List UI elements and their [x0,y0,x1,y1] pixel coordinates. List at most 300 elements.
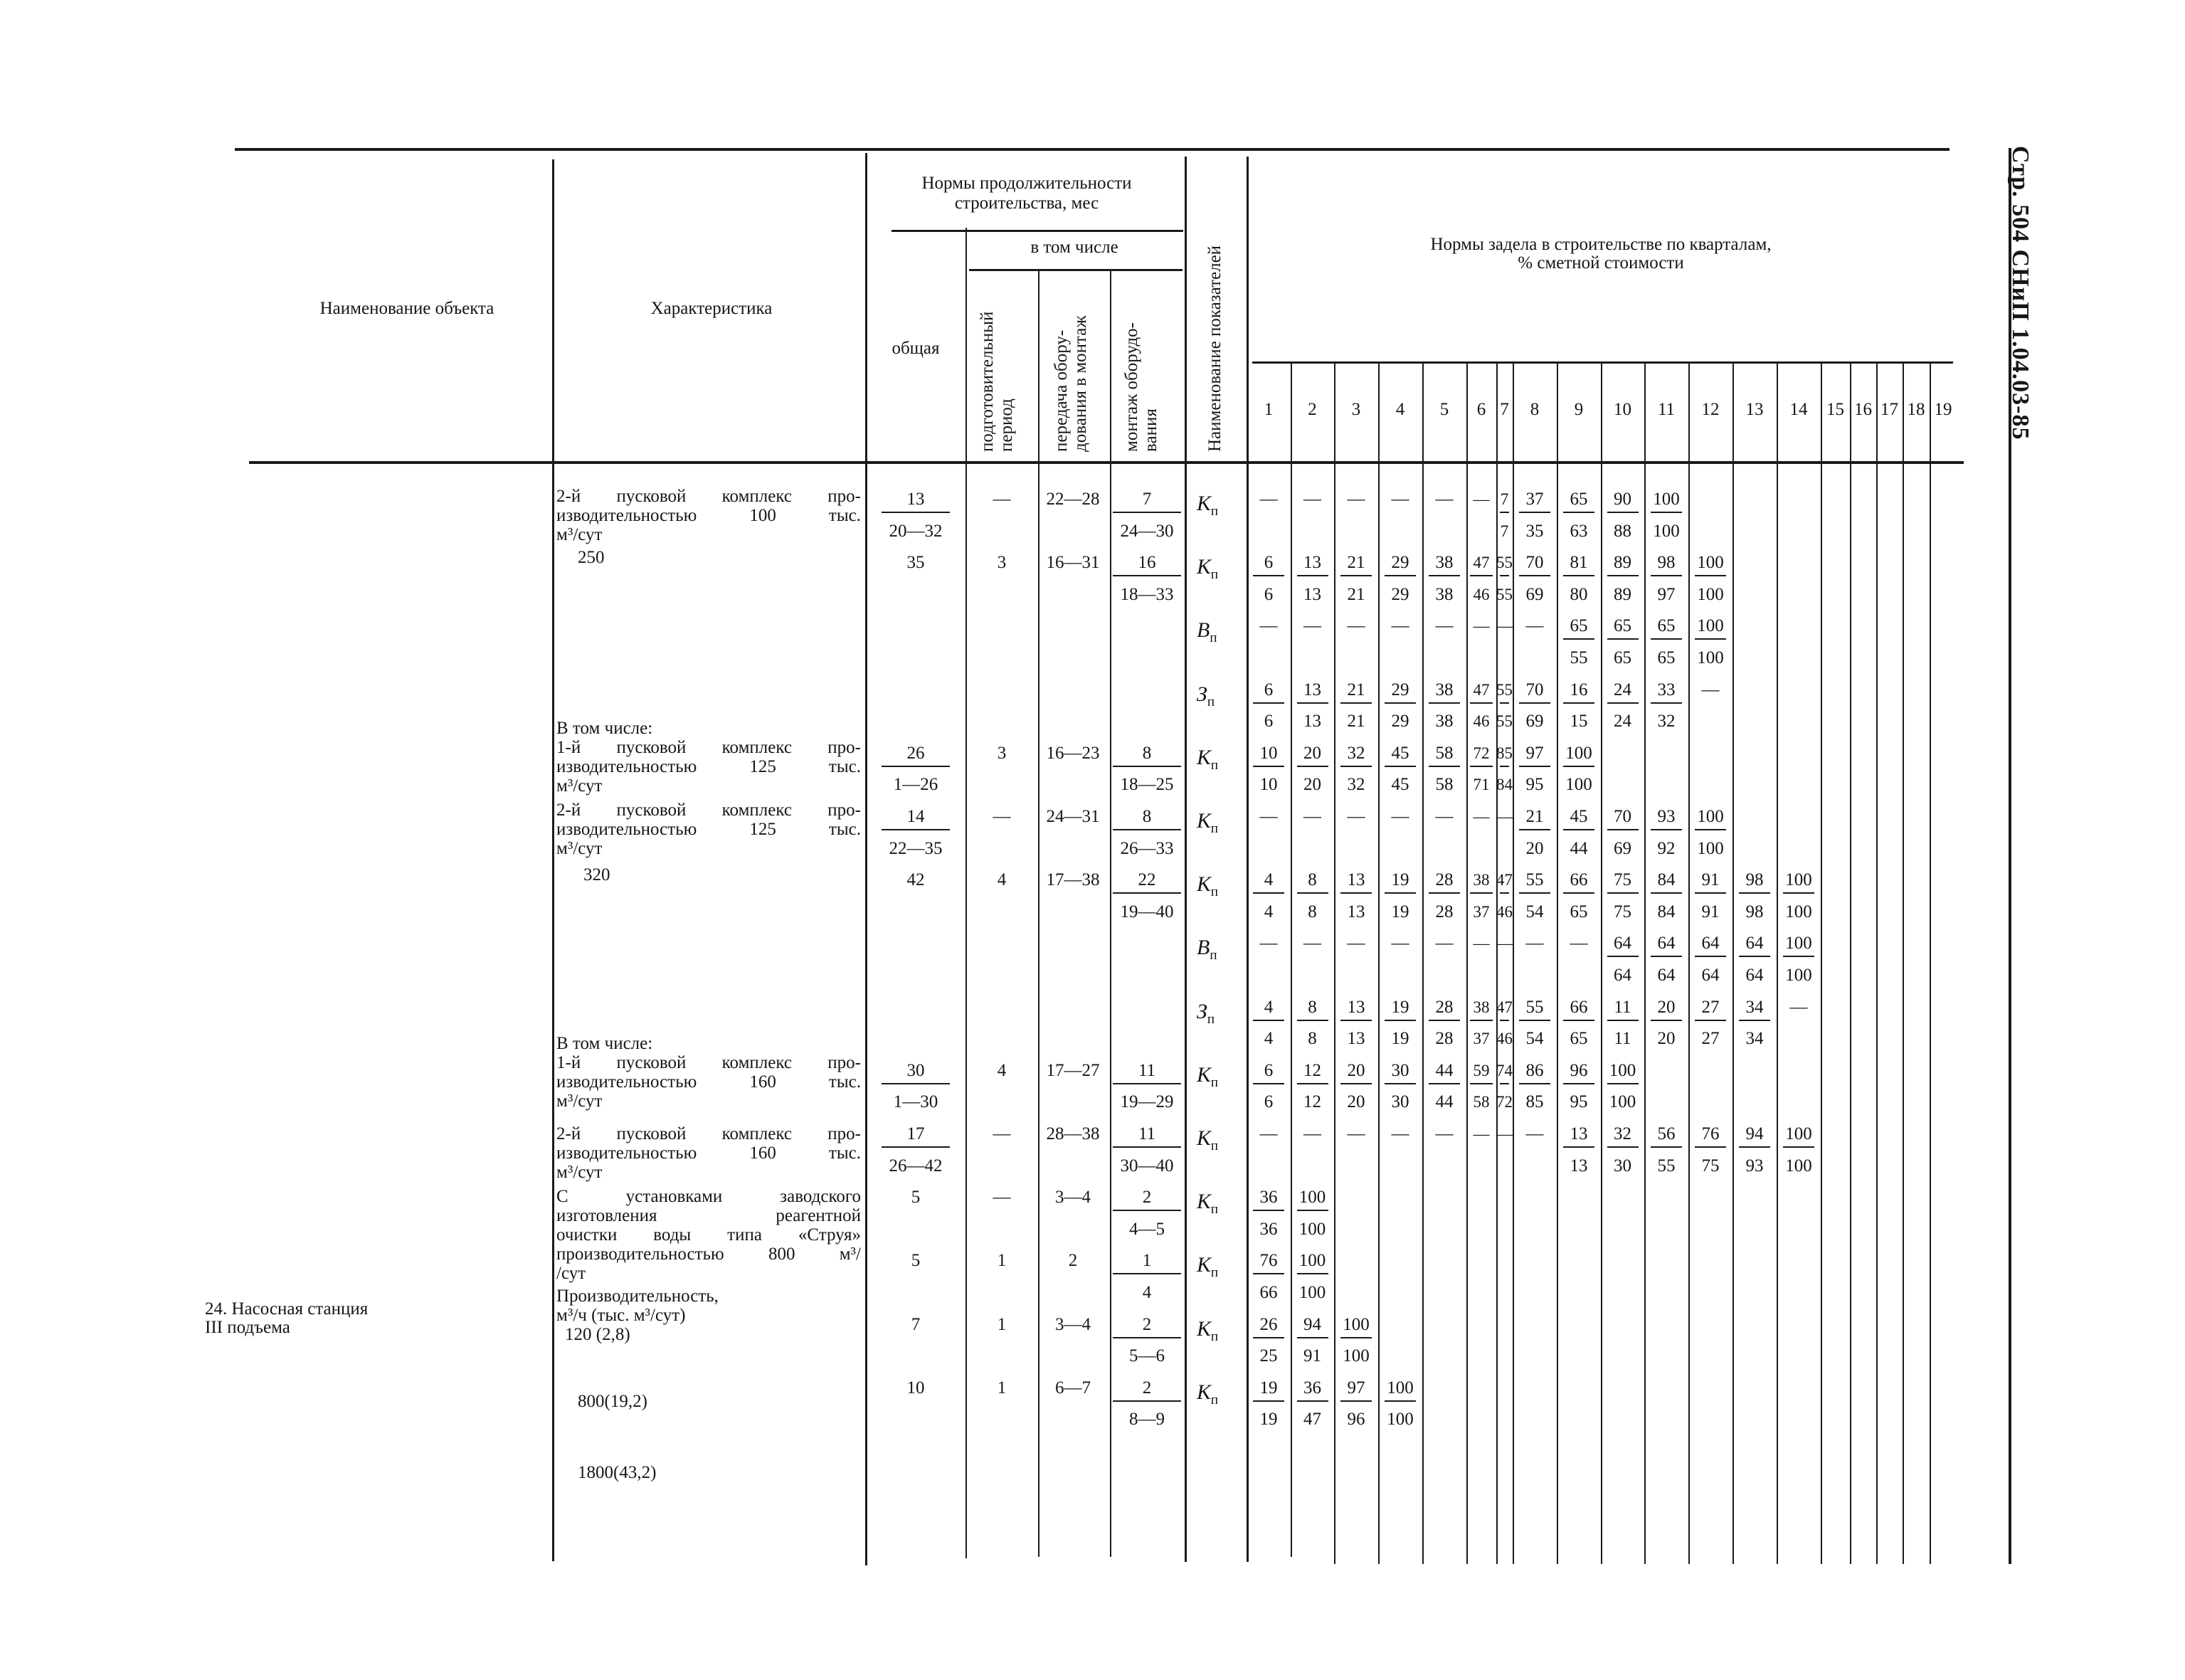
quarter-cell: 100 [1565,775,1592,795]
fraction-bar [1695,575,1726,576]
char-r11: 1800(43,2) [578,1463,657,1482]
quarter-cell: 32 [1347,743,1365,763]
quarter-cell: 84 [1657,870,1676,890]
indicator-symbol [1197,1062,1219,1093]
indicator-symbol [1197,872,1219,902]
quarter-cell: 20 [1347,1060,1365,1080]
fraction-bar [1563,892,1594,894]
quarter-cell: 54 [1525,1029,1544,1049]
quarter-cell: 27 [1701,997,1720,1017]
quarter-cell: — [1496,934,1513,953]
header-backlog-line2: % сметной стоимости [1518,253,1684,273]
quarter-cell: — [1391,490,1409,509]
fraction-bar [1783,1146,1814,1148]
duration-cell: — [993,807,1011,826]
quarter-header: 8 [1530,400,1540,419]
quarter-cell: 95 [1570,1092,1588,1112]
quarter-cell: — [1525,616,1544,636]
quarter-header: 5 [1439,400,1449,419]
header-duration-line2: строительства, мес [954,194,1099,213]
quarter-cell: 72 [1496,1093,1513,1111]
quarter-cell: 85 [1525,1092,1544,1112]
fraction-bar [1253,702,1284,704]
quarter-cell: 65 [1570,490,1588,509]
quarter-header: 11 [1657,400,1676,419]
fraction-bar [1113,1400,1181,1402]
fraction-bar [1113,1273,1181,1274]
quarter-cell: — [1391,934,1409,953]
fraction-bar [1297,1273,1328,1274]
fraction-bar [1607,575,1639,576]
quarter-cell: 64 [1614,934,1631,953]
duration-cell: 1 [1142,1251,1152,1271]
fraction-bar [1783,956,1814,957]
quarter-cell: 19 [1391,870,1409,890]
indicator-letter: З [1197,999,1207,1023]
quarter-cell: 7 [1500,490,1509,508]
quarter-cell: 13 [1303,680,1321,699]
quarter-header: 9 [1574,400,1584,419]
duration-cell: — [993,1188,1011,1208]
quarter-cell: 47 [1496,998,1513,1016]
quarter-cell: 25 [1259,1346,1278,1366]
fraction-bar [1429,575,1460,576]
fraction-bar [1739,956,1770,957]
quarter-cell: 38 [1435,584,1454,604]
quarter-cell: — [1391,616,1409,636]
duration-cell: 4 [997,870,1007,890]
quarter-cell: — [1259,934,1278,953]
quarter-cell: 27 [1701,1029,1720,1049]
quarter-cell: — [1347,616,1365,636]
header-including: в том числе [1030,238,1118,257]
indicator-symbol [1197,1126,1219,1156]
fraction-bar [1739,1146,1770,1148]
fraction-bar [1470,892,1493,894]
quarter-cell: 72 [1473,744,1490,762]
quarter-cell: 20 [1303,775,1321,795]
fraction-bar [1297,1400,1328,1402]
quarter-col-line [1466,361,1468,1564]
duration-cell: 42 [906,870,925,890]
col-line-indicator [1185,157,1187,1562]
fraction-bar [1563,575,1594,576]
fraction-bar [1500,575,1509,576]
indicator-symbol [1197,811,1218,839]
char-r10: 800(19,2) [578,1392,647,1411]
fraction-bar [1500,1083,1509,1084]
quarter-cell: 11 [1614,997,1631,1017]
indicator-letter: К [1197,1126,1211,1150]
quarter-cell: 66 [1570,870,1588,890]
quarter-cell: 36 [1259,1188,1278,1208]
quarter-cell: 21 [1347,712,1365,731]
duration-cell: 11 [1138,1124,1156,1143]
fraction-bar [1651,1020,1682,1021]
duration-cell: 2 [1142,1188,1152,1208]
quarter-cell: 8 [1308,997,1317,1017]
quarter-cell: 26 [1259,1314,1278,1334]
quarter-header: 14 [1789,400,1808,419]
fraction-bar [1500,512,1509,513]
quarter-cell: 100 [1785,870,1812,890]
quarter-header: 1 [1264,400,1274,419]
quarter-col-line [1688,361,1690,1564]
quarter-cell: 11 [1614,1029,1631,1049]
quarter-cell: 100 [1785,902,1812,921]
quarter-cell: 69 [1525,584,1544,604]
quarter-cell: 89 [1614,553,1631,573]
fraction-bar [1519,575,1550,576]
fraction-bar [1113,575,1181,576]
quarter-cell: 12 [1303,1092,1321,1112]
fraction-bar [1253,1400,1284,1402]
col-line-duration [865,153,867,1565]
quarter-cell: 97 [1525,743,1544,763]
quarter-cell: 100 [1609,1092,1636,1112]
fraction-bar [1297,1210,1328,1211]
quarter-cell: 19 [1391,902,1409,921]
quarter-cell: — [1435,807,1454,826]
duration-cell: 1—26 [893,775,938,795]
quarter-cell: 64 [1701,934,1720,953]
duration-subheader-rule [892,230,1183,232]
col-line-install [1110,269,1111,1557]
quarter-cell: 45 [1391,743,1409,763]
quarter-cell: — [1347,490,1365,509]
quarters-subheader-rule [1252,361,1953,364]
object-24-line1: 24. Насосная станция [205,1299,369,1319]
quarter-cell: 4 [1264,1029,1274,1049]
quarter-cell: 65 [1657,616,1676,636]
quarter-cell: 93 [1745,1156,1764,1176]
quarter-header: 15 [1826,400,1844,419]
quarter-cell: — [1789,997,1808,1017]
quarter-cell: 84 [1496,776,1513,794]
quarter-col-line [1291,361,1292,1557]
quarter-cell: — [1701,680,1720,699]
quarter-cell: 47 [1496,871,1513,889]
char-r2: 250 [578,548,605,567]
quarter-cell: — [1570,934,1588,953]
fraction-bar [882,829,950,830]
duration-cell: 2 [1142,1378,1152,1398]
fraction-bar [1297,766,1328,767]
quarter-header: 17 [1880,400,1898,419]
quarter-cell: 55 [1570,648,1588,667]
indicator-symbol [1197,745,1219,776]
duration-cell: 8—9 [1129,1410,1165,1430]
quarter-cell: 20 [1347,1092,1365,1112]
quarter-cell: 55 [1657,1156,1676,1176]
fraction-bar [1113,1210,1181,1211]
quarter-header: 4 [1395,400,1405,419]
duration-cell: 22—35 [889,838,943,858]
quarter-cell: 33 [1657,680,1676,699]
quarter-cell: 13 [1303,553,1321,573]
fraction-bar [1297,1020,1328,1021]
quarter-cell: 6 [1264,680,1274,699]
quarter-cell: — [1259,1124,1278,1143]
quarter-cell: 100 [1653,521,1680,541]
fraction-bar [1695,1146,1726,1148]
quarter-cell: 30 [1391,1092,1409,1112]
indicator-subscript: п [1210,1202,1219,1217]
fraction-bar [1651,829,1682,830]
quarter-cell: 20 [1657,1029,1676,1049]
fraction-bar [1113,829,1181,830]
quarter-cell: 100 [1387,1378,1414,1398]
quarter-cell: 96 [1570,1060,1588,1080]
quarter-cell: 91 [1303,1346,1321,1366]
fraction-bar [1253,1020,1284,1021]
indicator-symbol [1197,494,1218,522]
quarter-cell: 38 [1473,871,1490,889]
fraction-bar [1519,829,1550,830]
quarter-header: 13 [1745,400,1764,419]
duration-cell: 26 [906,743,925,763]
quarter-cell: 55 [1496,585,1513,603]
col-line-quarters [1247,157,1249,1562]
quarter-cell: 45 [1570,807,1588,826]
quarter-cell: 6 [1264,553,1274,573]
duration-cell: 18—25 [1120,775,1174,795]
quarter-cell: 47 [1473,554,1490,572]
indicator-subscript: п [1210,630,1217,646]
quarter-cell: 36 [1303,1378,1321,1398]
quarter-header: 7 [1500,400,1509,419]
quarter-cell: 100 [1697,584,1724,604]
quarter-cell: 16 [1570,680,1588,699]
fraction-bar [1563,512,1594,513]
quarter-cell: 100 [1697,838,1724,858]
fraction-bar [1563,702,1594,704]
quarter-cell: 63 [1570,521,1588,541]
quarter-cell: 6 [1264,1060,1274,1080]
quarter-cell: 13 [1303,584,1321,604]
fraction-bar [1340,1083,1372,1084]
quarter-cell: — [1525,1124,1544,1143]
fraction-bar [1519,702,1550,704]
duration-cell: 22 [1138,870,1156,890]
quarter-cell: 65 [1614,616,1631,636]
quarter-cell: 65 [1570,616,1588,636]
quarter-cell: 55 [1525,870,1544,890]
fraction-bar [1607,892,1639,894]
duration-cell: 3 [997,553,1007,573]
quarter-cell: 13 [1347,902,1365,921]
fraction-bar [1651,892,1682,894]
quarter-cell: 6 [1264,584,1274,604]
quarter-cell: — [1496,617,1513,635]
fraction-bar [1470,702,1493,704]
quarter-cell: 55 [1496,680,1513,699]
indicator-subscript: п [1210,821,1219,836]
quarter-cell: 46 [1496,1030,1513,1048]
quarter-cell: 97 [1347,1378,1365,1398]
quarter-cell: 100 [1298,1188,1326,1208]
quarter-cell: 75 [1701,1156,1720,1176]
quarter-cell: 21 [1525,807,1544,826]
quarter-cell: 20 [1303,743,1321,763]
duration-cell: 5—6 [1129,1346,1165,1366]
fraction-bar [1739,1020,1770,1021]
fraction-bar [882,766,950,767]
fraction-bar [1651,1146,1682,1148]
quarter-cell: — [1435,490,1454,509]
duration-cell: 28—38 [1046,1124,1100,1143]
quarter-cell: 29 [1391,553,1409,573]
duration-cell: 26—33 [1120,838,1174,858]
quarter-cell: — [1259,490,1278,509]
including-subheader-rule [969,269,1183,271]
quarter-cell: 100 [1565,743,1592,763]
quarter-cell: 91 [1701,902,1720,921]
char-r7: 2-й пусковой комплекс про- изводительностью 160 тыс. м³/сут [556,1124,861,1182]
quarter-header: 18 [1907,400,1925,419]
quarter-cell: 28 [1435,870,1454,890]
header-object-name: Наименование объекта [319,299,494,318]
quarter-cell: 100 [1343,1314,1370,1334]
fraction-bar [1340,1400,1372,1402]
indicator-symbol [1197,1192,1218,1220]
duration-cell: 4 [1142,1283,1152,1302]
quarter-col-line [1422,361,1424,1564]
fraction-bar [1340,1020,1372,1021]
quarter-cell: 80 [1570,584,1588,604]
fraction-bar [1340,1337,1372,1338]
indicator-symbol [1197,1380,1219,1410]
duration-cell: 19—40 [1120,902,1174,921]
quarter-cell: 65 [1570,902,1588,921]
quarter-cell: 58 [1435,743,1454,763]
quarter-cell: 13 [1347,997,1365,1017]
quarter-cell: 58 [1473,1093,1490,1111]
duration-cell: 24—30 [1120,521,1174,541]
indicator-subscript: п [1207,1011,1215,1027]
indicator-subscript: п [1210,948,1217,963]
quarter-cell: — [1303,807,1321,826]
fraction-bar [1297,1337,1328,1338]
duration-cell: 13 [906,490,925,509]
quarter-cell: 100 [1653,490,1680,509]
fraction-bar [1253,575,1284,576]
duration-cell: 18—33 [1120,584,1174,604]
quarter-cell: 10 [1259,743,1278,763]
quarter-col-line [1821,361,1822,1564]
fraction-bar [1500,892,1509,894]
fraction-bar [1340,892,1372,894]
quarter-cell: 24 [1614,712,1631,731]
header-transfer: передача обору- дования в монтаж [1052,315,1090,452]
indicator-letter: К [1197,1380,1211,1404]
quarter-col-line [1903,361,1904,1564]
fraction-bar [1385,702,1416,704]
fraction-bar [1607,829,1639,830]
fraction-bar [1519,1083,1550,1084]
quarter-cell: — [1473,617,1490,635]
quarter-cell: 28 [1435,997,1454,1017]
header-duration-line1: Нормы продолжительности [921,174,1132,193]
fraction-bar [1297,702,1328,704]
fraction-bar [1385,766,1416,767]
quarter-cell: 92 [1657,838,1676,858]
fraction-bar [1500,1020,1509,1021]
quarter-cell: 75 [1614,902,1631,921]
quarter-cell: 38 [1473,998,1490,1016]
quarter-cell: 93 [1657,807,1676,826]
quarter-cell: 44 [1435,1060,1454,1080]
quarter-cell: 100 [1697,648,1724,667]
duration-cell: 4—5 [1129,1219,1165,1239]
quarter-cell: 100 [1697,616,1724,636]
quarter-cell: 20 [1657,997,1676,1017]
header-characteristic: Характеристика [650,299,773,318]
fraction-bar [1385,1083,1416,1084]
quarter-cell: 21 [1347,584,1365,604]
quarter-cell: 70 [1525,553,1544,573]
indicator-symbol [1197,1316,1219,1347]
indicator-subscript: п [1210,1074,1219,1090]
fraction-bar [1651,638,1682,640]
duration-cell: 2 [1142,1314,1152,1334]
fraction-bar [1340,766,1372,767]
fraction-bar [1563,1146,1594,1148]
indicator-symbol [1197,1255,1218,1283]
quarter-cell: 85 [1496,744,1513,762]
duration-cell: 3 [997,743,1007,763]
quarter-cell: 94 [1303,1314,1321,1334]
indicator-letter: В [1197,936,1210,960]
quarter-cell: 46 [1496,902,1513,921]
fraction-bar [1470,1083,1493,1084]
header-backlog-line1: Нормы задела в строительстве по кварталам, [1430,235,1772,254]
quarter-cell: 84 [1657,902,1676,921]
quarter-cell: 44 [1570,838,1588,858]
duration-cell: 3—4 [1055,1314,1091,1334]
duration-cell: 19—29 [1120,1092,1174,1112]
fraction-bar [1113,766,1181,767]
quarter-cell: 36 [1259,1219,1278,1239]
fraction-bar [1253,1337,1284,1338]
quarter-cell: — [1435,1124,1454,1143]
quarter-cell: 100 [1785,1156,1812,1176]
quarter-cell: 19 [1391,1029,1409,1049]
quarter-cell: 65 [1614,648,1631,667]
quarter-cell: 69 [1525,712,1544,731]
quarter-cell: 55 [1525,997,1544,1017]
quarter-cell: 30 [1391,1060,1409,1080]
fraction-bar [1519,766,1550,767]
indicator-letter: К [1197,1190,1211,1214]
quarter-cell: 90 [1614,490,1631,509]
quarter-cell: — [1473,808,1490,825]
duration-cell: 35 [906,553,925,573]
fraction-bar [1253,892,1284,894]
duration-cell: 1 [997,1314,1007,1334]
quarter-cell: 66 [1259,1283,1278,1302]
quarter-cell: 47 [1473,680,1490,699]
duration-cell: 30—40 [1120,1156,1174,1176]
quarter-cell: 97 [1657,584,1676,604]
fraction-bar [1340,702,1372,704]
fraction-bar [1607,956,1639,957]
fraction-bar [1429,1020,1460,1021]
char-r4: 2-й пусковой комплекс про- изводительностью 125 тыс. м³/сут [556,801,861,858]
fraction-bar [1607,1083,1639,1084]
indicator-letter: К [1197,1062,1211,1087]
quarter-header: 6 [1476,400,1486,419]
